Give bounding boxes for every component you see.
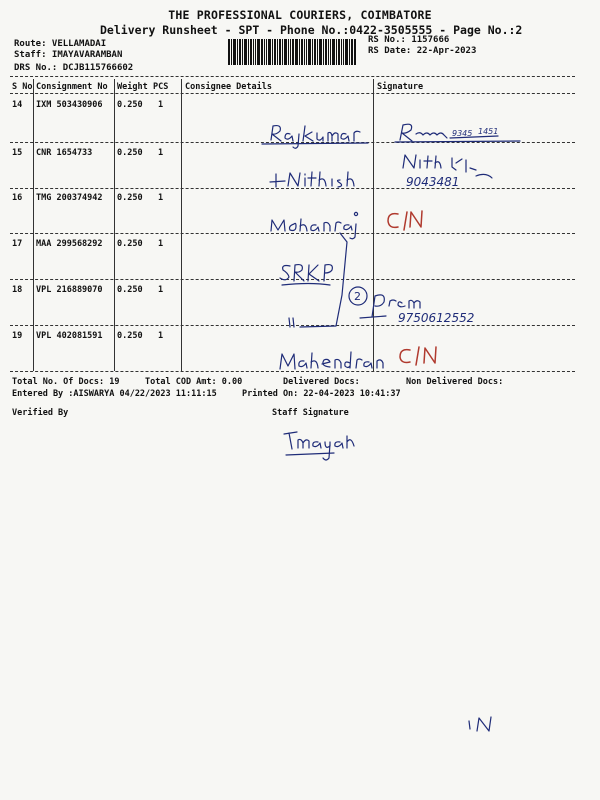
printed-on: Printed On: 22-04-2023 10:41:37 [242, 389, 401, 399]
col-header-pcs: PCS [153, 82, 169, 92]
handwritten-consignee-row15 [270, 172, 354, 187]
handwritten-signature-row14 [395, 124, 520, 142]
handwritten-signature-row19 [400, 347, 436, 365]
total-cod: Total COD Amt: 0.00 [145, 377, 243, 387]
col-header-consignment: Consignment No [36, 82, 108, 92]
svg-text:1451: 1451 [478, 127, 499, 136]
col-header-signature: Signature [377, 82, 424, 92]
cell-weight: 0.250 [117, 148, 143, 158]
svg-text:9750612552: 9750612552 [398, 311, 475, 325]
staff-name: Staff: IMAYAVARAMBAN [14, 50, 123, 60]
cell-pcs: 1 [158, 100, 164, 110]
cell-pcs: 1 [158, 331, 164, 341]
drs-number: DRS No.: DCJB115766602 [14, 63, 134, 73]
rs-number: RS No.: 1157666 [368, 35, 450, 45]
cell-weight: 0.250 [117, 331, 143, 341]
cell-sno: 14 [12, 100, 23, 110]
verified-by-label: Verified By [12, 408, 69, 418]
cell-consignment: MAA 299568292 [36, 239, 103, 249]
cell-consignment: CNR 1654733 [36, 148, 93, 158]
handwritten-consignee-row14 [262, 126, 368, 149]
company-name: THE PROFESSIONAL COURIERS, COIMBATORE [168, 8, 432, 22]
handwritten-consignee-row16 [271, 212, 358, 238]
total-docs: Total No. Of Docs: 19 [12, 377, 120, 387]
cell-sno: 19 [12, 331, 23, 341]
handwritten-signature-row18 [360, 295, 474, 325]
staff-signature-label: Staff Signature [272, 408, 349, 418]
cell-weight: 0.250 [117, 193, 143, 203]
cell-pcs: 1 [158, 148, 164, 158]
cell-pcs: 1 [158, 239, 164, 249]
cell-pcs: 1 [158, 193, 164, 203]
cell-sno: 17 [12, 239, 23, 249]
cell-consignment: IXM 503430906 [36, 100, 103, 110]
handwritten-page-note [469, 717, 491, 731]
col-header-weight: Weight [117, 82, 148, 92]
handwritten-staff-signature [284, 432, 354, 460]
route: Route: VELLAMADAI [14, 39, 107, 49]
cell-consignment: TMG 200374942 [36, 193, 103, 203]
col-header-sno: S No [12, 82, 33, 92]
handwritten-consignee-row19 [280, 352, 383, 369]
cell-sno: 18 [12, 285, 23, 295]
cell-pcs: 1 [158, 285, 164, 295]
delivered-docs: Delivered Docs: [283, 377, 360, 387]
cell-weight: 0.250 [117, 100, 143, 110]
handwritten-signature-row15 [403, 155, 492, 189]
cell-sno: 15 [12, 148, 23, 158]
svg-text:2: 2 [354, 290, 361, 303]
handwritten-signature-row16 [388, 211, 422, 230]
svg-text:9043481: 9043481 [406, 175, 460, 189]
cell-consignment: VPL 216889070 [36, 285, 103, 295]
cell-weight: 0.250 [117, 239, 143, 249]
handwritten-consignee-row17 [280, 265, 332, 285]
non-delivered-docs: Non Delivered Docs: [406, 377, 504, 387]
col-header-consignee: Consignee Details [185, 82, 272, 92]
cell-consignment: VPL 402081591 [36, 331, 103, 341]
entered-by: Entered By :AISWARYA 04/22/2023 11:11:15 [12, 389, 217, 399]
handwritten-consignee-row18 [289, 233, 367, 327]
cell-sno: 16 [12, 193, 23, 203]
cell-weight: 0.250 [117, 285, 143, 295]
runsheet-title: Delivery Runsheet - SPT - Phone No.:0422-3505555 - Page No.:2 [100, 23, 523, 37]
svg-text:9345: 9345 [452, 129, 473, 138]
rs-date: RS Date: 22-Apr-2023 [368, 46, 477, 56]
